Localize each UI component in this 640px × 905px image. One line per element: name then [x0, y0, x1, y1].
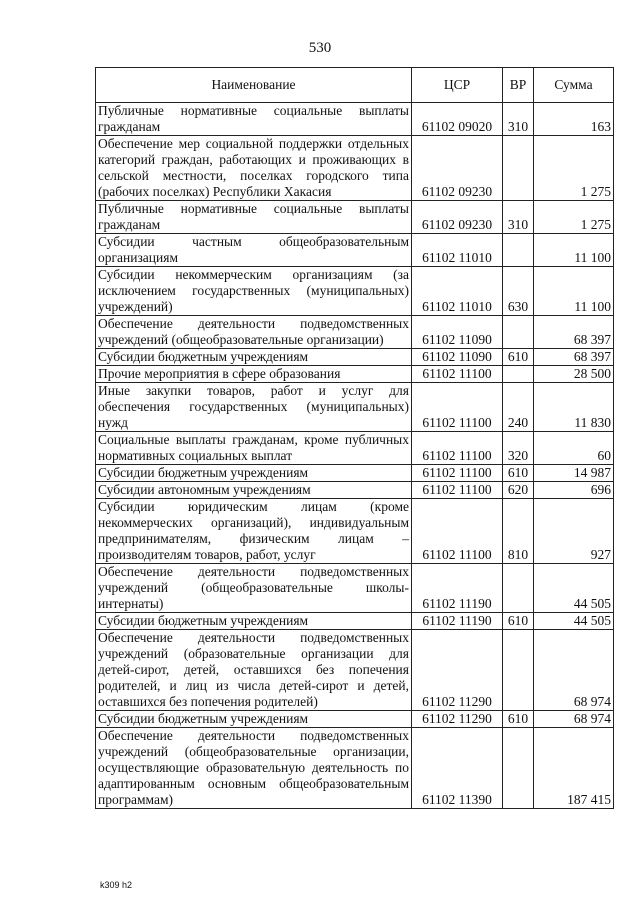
- cell-vr: [503, 316, 534, 349]
- table-row: [96, 499, 614, 564]
- cell-name: Обеспечение мер социальной поддержки отдельных категорий граждан, работающих и проживающих в сельской местности, поселках городского типа (рабочих поселках) Республики Хакасия: [96, 136, 412, 201]
- table-row: [96, 103, 614, 136]
- header-csr: ЦСР: [412, 68, 503, 103]
- cell-sum: 1 275: [534, 201, 614, 234]
- cell-name: Субсидии частным общеобразовательным организациям: [96, 234, 412, 267]
- cell-sum: 163: [534, 103, 614, 136]
- cell-csr: 61102 09230: [412, 136, 503, 201]
- cell-vr: [503, 728, 534, 809]
- table-row: [96, 201, 614, 234]
- cell-vr: [503, 366, 534, 383]
- cell-csr: 61102 11290: [412, 630, 503, 711]
- cell-sum: 68 397: [534, 349, 614, 366]
- cell-sum: 14 987: [534, 465, 614, 482]
- cell-name: Субсидии автономным учреждениям: [96, 482, 412, 499]
- cell-name: Обеспечение деятельности подведомственных учреждений (общеобразовательные школы-интернаты): [96, 564, 412, 613]
- cell-vr: 320: [503, 432, 534, 465]
- cell-csr: 61102 11100: [412, 383, 503, 432]
- table-body: [96, 103, 614, 809]
- cell-csr: 61102 11390: [412, 728, 503, 809]
- table-row: [96, 136, 614, 201]
- table-row: [96, 613, 614, 630]
- cell-sum: 28 500: [534, 366, 614, 383]
- cell-name: Публичные нормативные социальные выплаты гражданам: [96, 103, 412, 136]
- cell-csr: 61102 11190: [412, 564, 503, 613]
- cell-sum: 11 100: [534, 267, 614, 316]
- cell-vr: 240: [503, 383, 534, 432]
- table-row: [96, 465, 614, 482]
- cell-vr: 630: [503, 267, 534, 316]
- cell-name: Иные закупки товаров, работ и услуг для обеспечения государственных (муниципальных) нужд: [96, 383, 412, 432]
- cell-vr: [503, 234, 534, 267]
- cell-csr: 61102 11100: [412, 432, 503, 465]
- table-row: [96, 630, 614, 711]
- cell-csr: 61102 11010: [412, 234, 503, 267]
- cell-vr: 610: [503, 465, 534, 482]
- cell-csr: 61102 11290: [412, 711, 503, 728]
- cell-sum: 44 505: [534, 564, 614, 613]
- cell-vr: [503, 136, 534, 201]
- table-row: [96, 234, 614, 267]
- cell-sum: 11 830: [534, 383, 614, 432]
- cell-vr: [503, 564, 534, 613]
- cell-sum: 44 505: [534, 613, 614, 630]
- cell-csr: 61102 11100: [412, 465, 503, 482]
- cell-vr: 810: [503, 499, 534, 564]
- table-row: [96, 728, 614, 809]
- cell-csr: 61102 11010: [412, 267, 503, 316]
- cell-sum: 927: [534, 499, 614, 564]
- cell-name: Публичные нормативные социальные выплаты гражданам: [96, 201, 412, 234]
- cell-name: Субсидии юридическим лицам (кроме некоммерческих организаций), индивидуальным предпринимателям, физическим лицам – производителям товаров, работ, услуг: [96, 499, 412, 564]
- cell-name: Субсидии бюджетным учреждениям: [96, 465, 412, 482]
- cell-sum: 1 275: [534, 136, 614, 201]
- cell-sum: 60: [534, 432, 614, 465]
- table-row: [96, 432, 614, 465]
- table-row: [96, 383, 614, 432]
- cell-vr: 310: [503, 103, 534, 136]
- cell-csr: 61102 11190: [412, 613, 503, 630]
- cell-vr: [503, 630, 534, 711]
- cell-csr: 61102 09230: [412, 201, 503, 234]
- cell-csr: 61102 11100: [412, 482, 503, 499]
- cell-name: Субсидии некоммерческим организациям (за исключением государственных (муниципальных) учреждений): [96, 267, 412, 316]
- cell-name: Субсидии бюджетным учреждениям: [96, 349, 412, 366]
- cell-vr: 610: [503, 711, 534, 728]
- cell-name: Субсидии бюджетным учреждениям: [96, 711, 412, 728]
- cell-sum: 68 974: [534, 711, 614, 728]
- cell-csr: 61102 11090: [412, 316, 503, 349]
- table-row: [96, 349, 614, 366]
- cell-vr: 310: [503, 201, 534, 234]
- cell-name: Прочие мероприятия в сфере образования: [96, 366, 412, 383]
- header-name: Наименование: [96, 68, 412, 103]
- cell-vr: 620: [503, 482, 534, 499]
- cell-name: Социальные выплаты гражданам, кроме публичных нормативных социальных выплат: [96, 432, 412, 465]
- cell-sum: 68 397: [534, 316, 614, 349]
- footer-code: k309 h2: [100, 880, 133, 890]
- budget-table: [95, 67, 614, 809]
- table-row: [96, 482, 614, 499]
- cell-csr: 61102 09020: [412, 103, 503, 136]
- header-vr: ВР: [503, 68, 534, 103]
- header-sum: Сумма: [534, 68, 614, 103]
- table-row: [96, 316, 614, 349]
- page-number: 530: [308, 40, 332, 56]
- table-row: [96, 366, 614, 383]
- cell-name: Обеспечение деятельности подведомственных учреждений (образовательные организации для детей-сирот, детей, оставшихся без попечения родителей, и лиц из числа детей-сирот и детей, оставшихся без попечения родителей): [96, 630, 412, 711]
- cell-vr: 610: [503, 349, 534, 366]
- cell-sum: 696: [534, 482, 614, 499]
- cell-name: Обеспечение деятельности подведомственных учреждений (общеобразовательные организации): [96, 316, 412, 349]
- table-row: [96, 711, 614, 728]
- cell-name: Обеспечение деятельности подведомственных учреждений (общеобразовательные организации, осуществляющие образовательную деятельность по адаптированным основным общеобразовательным программам): [96, 728, 412, 809]
- table-row: [96, 267, 614, 316]
- cell-name: Субсидии бюджетным учреждениям: [96, 613, 412, 630]
- table-row: [96, 564, 614, 613]
- cell-csr: 61102 11100: [412, 366, 503, 383]
- cell-sum: 187 415: [534, 728, 614, 809]
- table-header-row: [96, 68, 614, 103]
- cell-csr: 61102 11100: [412, 499, 503, 564]
- cell-vr: 610: [503, 613, 534, 630]
- cell-sum: 68 974: [534, 630, 614, 711]
- cell-csr: 61102 11090: [412, 349, 503, 366]
- cell-sum: 11 100: [534, 234, 614, 267]
